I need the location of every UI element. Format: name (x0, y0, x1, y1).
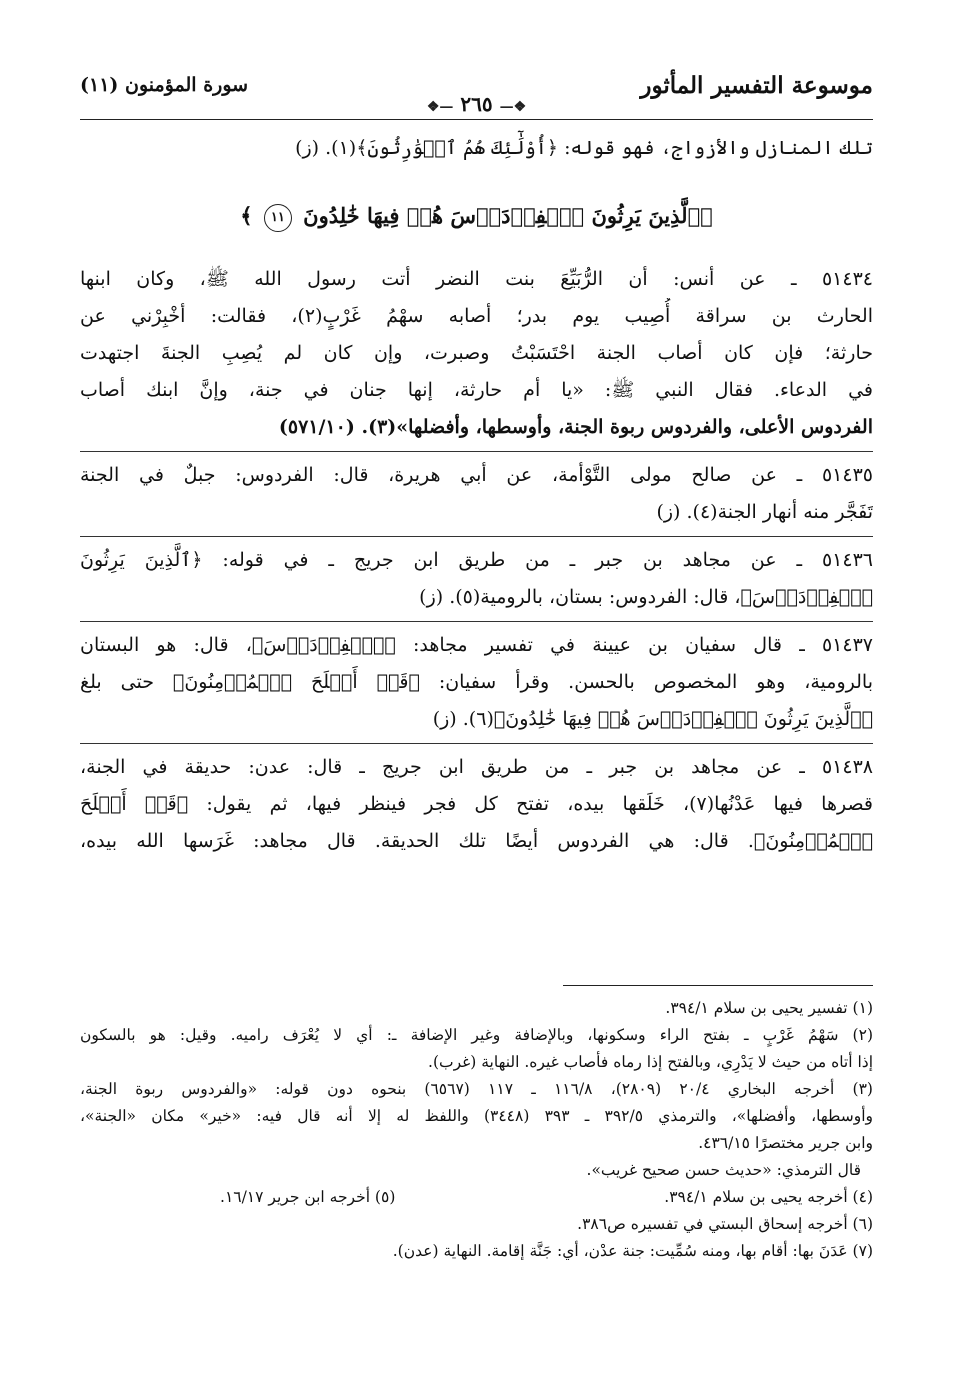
footnotes (80, 995, 873, 1265)
header-rule (80, 119, 873, 120)
entry-line: ٥١٤٣٤ ـ عن أنس: أن الرُّبَيِّعَ بنت النضر أتت رسول الله ﷺ، وكان ابنها (80, 268, 873, 290)
entry-line: ٱلۡفِرۡدَوۡسَ﴾، قال: الفردوس: بستان، بالرومية(٥). (ز) (419, 586, 873, 608)
footnote-rule (563, 985, 873, 986)
footnote-6: (٦) أخرجه إسحاق البستي في تفسيره ص٣٨٦. (577, 1215, 873, 1233)
entry-divider (80, 536, 873, 537)
footnote-4: (٤) أخرجه يحيى بن سلام ٣٩٤/١. (664, 1188, 873, 1206)
entry-5436 (80, 542, 873, 616)
entry-5435 (80, 457, 873, 531)
continuation-line: تلك المنازل والأزواج، فهو قوله: ﴿أُوْلَٰٓئِكَ هُمُ ٱلۡوَٰرِثُونَ﴾(١). (ز) (295, 137, 873, 159)
entry-line: الحارث بن سراقة أُصِيب يوم بدر؛ أصابه سهْمُ غَرْبٍ(٢)، فقالت: أخْبِرْني عن (80, 305, 873, 327)
footnote-1: (١) تفسير يحيى بن سلام ٣٩٤/١. (665, 999, 873, 1017)
entry-divider (80, 451, 873, 452)
verse-text: ﴿ٱلَّذِينَ يَرِثُونَ ٱلۡفِرۡدَوۡسَ هُمۡ فِيهَا خَٰلِدُونَ (303, 203, 713, 228)
running-head (80, 72, 873, 118)
entry-divider (80, 621, 873, 622)
entry-line: الفردوس الأعلى، والفردوس ربوة الجنة، وأوسطها، وأفضلها»(٣). (٥٧١/١٠) (278, 416, 873, 438)
page-number: ٢٦٥ (460, 92, 493, 116)
entry-line: ٥١٤٣٦ ـ عن مجاهد بن جبر ـ من طريق ابن جريج ـ في قوله: ﴿ٱلَّذِينَ يَرِثُونَ (80, 549, 873, 571)
footnote-7: (٧) عَدَنَ بها: أقام بها، ومنه سُمِّيت: جنة عدْن، أي: جَنَّة إقامة. النهاية (عدن). (392, 1242, 873, 1260)
entry-line: ٱلۡمُؤۡمِنُونَ﴾. قال: هي الفردوس أيضًا تلك الحديقة. قال مجاهد: غَرَسها الله بيده، (80, 830, 873, 852)
book-title: موسوعة التفسير المأثور (640, 72, 873, 99)
entry-5434 (80, 261, 873, 446)
surah-name: سورة المؤمنون (١١) (80, 74, 249, 96)
entry-line: ٥١٤٣٧ ـ قال سفيان بن عيينة في تفسير مجاهد: ﴿ٱلۡفِرۡدَوۡسَ﴾، قال: هو البستان (80, 634, 873, 656)
entry-line: في الدعاء. فقال النبي ﷺ: «يا أم حارثة، إنها جنان في جنة، وإنَّ ابنك أصاب (80, 379, 873, 401)
ornament-right-icon: —❖ (499, 99, 527, 115)
footnote-3-line: وابن جرير مختصرًا ٤٣٦/١٥. (698, 1134, 873, 1152)
main-text (80, 130, 873, 860)
footnote-4-5-row (80, 1184, 873, 1211)
verse-close-bracket: ﴾ (240, 203, 253, 228)
verse-heading (80, 181, 873, 251)
entry-line: ٥١٤٣٨ ـ عن مجاهد بن جبر ـ من طريق ابن جريج ـ قال: عدن: حديقة في الجنة، (80, 756, 873, 778)
entry-line: بالرومية، وهو المخصوص بالحسن. وقرأ سفيان: ﴿قَدۡ أَفۡلَحَ ٱلۡمُؤۡمِنُونَ﴾ حتى بلغ (80, 671, 873, 693)
ayah-number-icon: ١١ (264, 204, 292, 232)
footnote-3-note: قال الترمذي: «حديث حسن صحيح غريب». (586, 1161, 861, 1179)
ornament-left-icon: ❖— (426, 99, 454, 115)
footnote-3-line: (٣) أخرجه البخاري ٢٠/٤ (٢٨٠٩)، ١١٦/٨ ـ ١١٧ (٦٥٦٧) بنحوه دون قوله: «والفردوس ربوة الجنة، (80, 1080, 873, 1098)
entry-5438 (80, 749, 873, 860)
entry-line: قصرها فيها عَدْنُها(٧)، خَلَقها بيده، تفتح كل فجر فينظر فيها، ثم يقول: ﴿قَدۡ أَفۡلَحَ (80, 793, 873, 815)
entry-divider (80, 743, 873, 744)
footnote-3-line: وأوسطها، وأفضلها»، والترمذي ٣٩٢/٥ ـ ٣٩٣ (٣٤٤٨) واللفظ له إلا أنه قال فيه: «خير» مكان «الجنة»، (80, 1107, 873, 1125)
footnote-2-line: إذا أتاه من حيث لا يَدْرِي، وبالفتح إذا رماه فأصاب غيره. النهاية (غرب). (428, 1053, 873, 1071)
entry-line: تَفَجَّر منه أنهار الجنة(٤). (ز) (656, 501, 873, 523)
entry-line: ٥١٤٣٥ ـ عن صالح مولى التَّوْأمة، عن أبي هريرة، قال: الفردوس: جبلٌ في الجنة (80, 464, 873, 486)
entry-5437 (80, 627, 873, 738)
entry-line: ﴿ٱلَّذِينَ يَرِثُونَ ٱلۡفِرۡدَوۡسَ هُمۡ فِيهَا خَٰلِدُونَ﴾(٦). (ز) (432, 708, 873, 730)
footnote-2-line: (٢) سَهْمُ غَرْبٍ ـ بفتح الراء وسكونها، وبالإضافة وغير الإضافة ـ: أي لا يُعْرَف راميه. وقيل: هو بالسكون (80, 1026, 873, 1044)
entry-line: حارثة؛ فإن كان أصاب الجنة احْتَسَبْتُ وصبرت، وإن كان لم يُصِبِ الجنةَ اجتهدت (80, 342, 873, 364)
footnote-5: (٥) أخرجه ابن جرير ١٦/١٧. (220, 1188, 396, 1206)
